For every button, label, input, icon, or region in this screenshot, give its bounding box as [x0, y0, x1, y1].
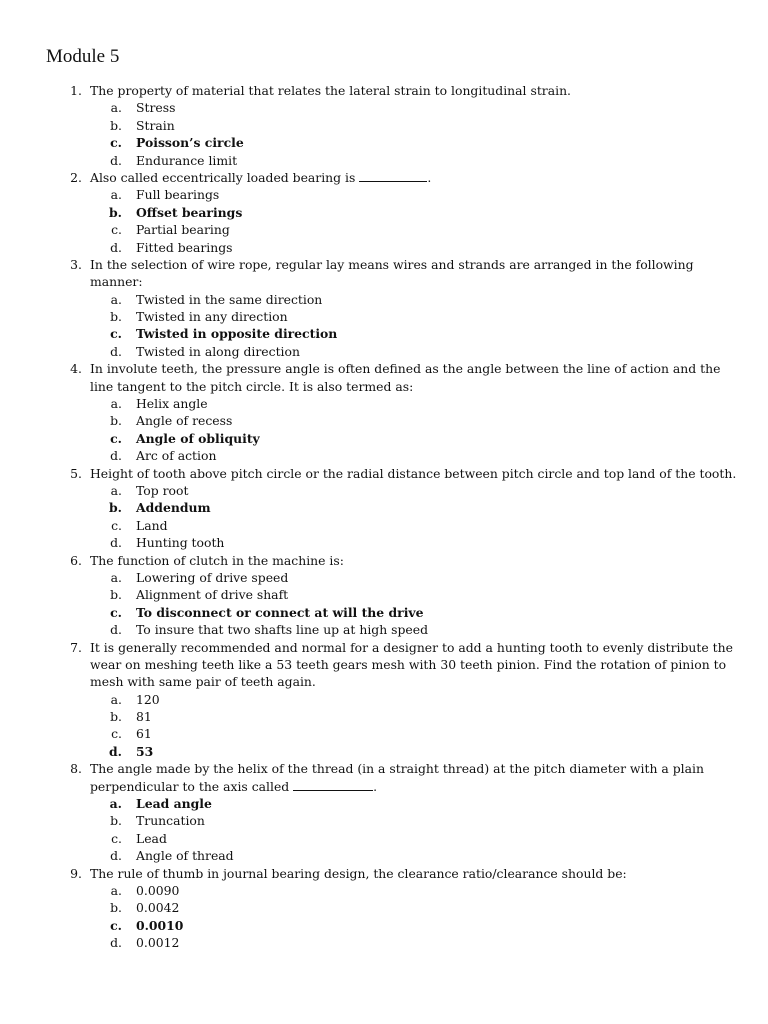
option-letter: a.	[110, 100, 122, 116]
option-text: Alignment of drive shaft	[136, 587, 289, 603]
answer-option	[0, 691, 768, 708]
question-number: 3.	[70, 256, 82, 272]
question-text: The property of material that relates the lateral strain to longitudinal strain.	[90, 83, 571, 98]
answer-option	[0, 482, 768, 499]
correct-answer-option	[0, 204, 768, 221]
answer-option	[0, 621, 768, 638]
question-7	[0, 639, 768, 761]
option-letter: b.	[110, 117, 122, 133]
option-text: Truncation	[136, 813, 205, 829]
question-text: Height of tooth above pitch circle or the radial distance between pitch circle and top land of the tooth.	[90, 465, 737, 481]
answer-option	[0, 152, 768, 169]
answer-option	[0, 239, 768, 256]
answer-option	[0, 708, 768, 725]
option-letter: c.	[110, 430, 122, 446]
question-stem	[0, 256, 768, 273]
question-text: line tangent to the pitch circle. It is also termed as:	[90, 378, 414, 394]
option-letter: a.	[109, 796, 122, 812]
question-list	[0, 82, 768, 952]
option-letter: b.	[110, 900, 122, 916]
option-text: Twisted in opposite direction	[136, 326, 338, 342]
answer-blank	[293, 778, 373, 791]
answer-option	[0, 534, 768, 551]
option-text: Offset bearings	[136, 204, 243, 220]
option-text: Twisted in along direction	[136, 343, 300, 359]
option-letter: c.	[110, 917, 122, 933]
option-text: Hunting tooth	[136, 535, 225, 551]
option-letter: d.	[110, 343, 122, 359]
question-text: In involute teeth, the pressure angle is often defined as the angle between the line of action and the	[90, 361, 721, 377]
correct-answer-option	[0, 743, 768, 760]
option-letter: b.	[110, 309, 122, 325]
option-text: 120	[136, 691, 160, 707]
option-text: Full bearings	[136, 187, 220, 203]
question-text: wear on meshing teeth like a 53 teeth gears mesh with 30 teeth pinion. Find the rotation of pinion to	[90, 656, 727, 672]
answer-option	[0, 899, 768, 916]
answer-option	[0, 830, 768, 847]
option-text: Twisted in any direction	[136, 309, 288, 325]
answer-option	[0, 343, 768, 360]
option-text: Lowering of drive speed	[136, 569, 289, 585]
question-9	[0, 865, 768, 952]
option-letter: d.	[110, 848, 122, 864]
correct-answer-option	[0, 604, 768, 621]
option-text: Land	[136, 517, 168, 533]
option-text: Angle of obliquity	[136, 430, 260, 446]
answer-option	[0, 517, 768, 534]
option-letter: c.	[111, 726, 122, 742]
option-letter: d.	[110, 535, 122, 551]
question-number: 1.	[70, 83, 82, 98]
answer-blank	[359, 169, 427, 182]
option-text: Lead angle	[136, 796, 212, 812]
question-stem	[0, 82, 768, 99]
option-text: Fitted bearings	[136, 239, 233, 255]
question-stem	[0, 865, 768, 882]
question-number: 7.	[70, 639, 82, 655]
correct-answer-option	[0, 134, 768, 151]
question-stem	[0, 552, 768, 569]
answer-option	[0, 221, 768, 238]
option-letter: d.	[110, 935, 122, 951]
option-letter: a.	[110, 396, 122, 412]
option-letter: a.	[110, 187, 122, 203]
question-number: 6.	[70, 552, 82, 568]
option-letter: b.	[110, 413, 122, 429]
question-text: In the selection of wire rope, regular lay means wires and strands are arranged in the following	[90, 256, 694, 272]
question-stem	[0, 760, 768, 777]
answer-option	[0, 586, 768, 603]
question-stem-continued	[0, 273, 768, 290]
question-stem	[0, 465, 768, 482]
question-stem-continued	[0, 656, 768, 673]
question-6	[0, 552, 768, 639]
question-8	[0, 760, 768, 864]
option-text: Endurance limit	[136, 152, 238, 168]
option-letter: c.	[111, 222, 122, 238]
question-stem-continued	[0, 378, 768, 395]
question-5	[0, 465, 768, 552]
option-text: Twisted in the same direction	[136, 291, 323, 307]
question-text: mesh with same pair of teeth again.	[90, 674, 316, 690]
option-letter: d.	[110, 239, 122, 255]
option-letter: a.	[110, 482, 122, 498]
answer-option	[0, 447, 768, 464]
option-letter: c.	[111, 830, 122, 846]
answer-option	[0, 847, 768, 864]
question-stem-continued	[0, 778, 768, 795]
question-4	[0, 360, 768, 464]
option-text: 53	[136, 743, 154, 759]
answer-option	[0, 882, 768, 899]
option-text: Stress	[136, 100, 176, 116]
question-text: perpendicular to the axis called .	[90, 778, 378, 794]
answer-option	[0, 99, 768, 116]
option-letter: a.	[110, 291, 122, 307]
option-text: Arc of action	[136, 448, 217, 464]
option-letter: b.	[109, 500, 122, 516]
answer-option	[0, 934, 768, 951]
question-text: The function of clutch in the machine is:	[90, 552, 344, 568]
option-letter: a.	[110, 569, 122, 585]
correct-answer-option	[0, 325, 768, 342]
option-text: Angle of thread	[136, 848, 234, 864]
option-text: Partial bearing	[136, 222, 230, 238]
option-letter: a.	[110, 882, 122, 898]
page-title: Module 5	[46, 46, 120, 67]
answer-option	[0, 395, 768, 412]
question-text: The angle made by the helix of the thread (in a straight thread) at the pitch diameter with a plain	[90, 761, 704, 777]
question-stem	[0, 639, 768, 656]
correct-answer-option	[0, 430, 768, 447]
option-text: 0.0012	[136, 935, 180, 951]
correct-answer-option	[0, 499, 768, 516]
question-text: manner:	[90, 274, 143, 290]
question-text: Also called eccentrically loaded bearing is .	[90, 169, 432, 185]
question-2	[0, 169, 768, 256]
option-letter: c.	[110, 604, 122, 620]
option-text: Angle of recess	[136, 413, 233, 429]
option-letter: d.	[110, 448, 122, 464]
option-text: Addendum	[136, 500, 211, 516]
answer-option	[0, 812, 768, 829]
option-text: Poisson’s circle	[136, 135, 244, 151]
question-number: 8.	[70, 761, 82, 777]
option-text: To insure that two shafts line up at high speed	[136, 622, 429, 638]
option-letter: b.	[110, 813, 122, 829]
answer-option	[0, 308, 768, 325]
question-1	[0, 82, 768, 169]
option-letter: b.	[109, 204, 122, 220]
option-text: 0.0090	[136, 882, 180, 898]
option-text: Helix angle	[136, 396, 208, 412]
option-letter: d.	[109, 743, 122, 759]
option-text: To disconnect or connect at will the drive	[136, 604, 424, 620]
option-text: 0.0042	[136, 900, 180, 916]
answer-option	[0, 412, 768, 429]
option-text: Strain	[136, 117, 175, 133]
answer-option	[0, 117, 768, 134]
option-text: 61	[136, 726, 152, 742]
option-letter: b.	[110, 709, 122, 725]
question-text: The rule of thumb in journal bearing design, the clearance ratio/clearance should be:	[90, 865, 627, 881]
correct-answer-option	[0, 917, 768, 934]
answer-option	[0, 291, 768, 308]
correct-answer-option	[0, 795, 768, 812]
answer-option	[0, 569, 768, 586]
option-letter: c.	[110, 135, 122, 151]
question-number: 4.	[70, 361, 82, 377]
option-text: Top root	[136, 482, 189, 498]
option-letter: c.	[111, 517, 122, 533]
question-stem	[0, 360, 768, 377]
question-number: 5.	[70, 465, 82, 481]
option-letter: c.	[110, 326, 122, 342]
answer-option	[0, 725, 768, 742]
option-letter: b.	[110, 587, 122, 603]
option-text: 81	[136, 709, 152, 725]
option-letter: d.	[110, 622, 122, 638]
option-letter: d.	[110, 152, 122, 168]
question-3	[0, 256, 768, 360]
option-text: 0.0010	[136, 917, 184, 933]
question-stem-continued	[0, 673, 768, 690]
question-text: It is generally recommended and normal for a designer to add a hunting tooth to evenly distribute the	[90, 639, 733, 655]
question-number: 2.	[70, 169, 82, 185]
question-number: 9.	[70, 865, 82, 881]
answer-option	[0, 186, 768, 203]
question-stem	[0, 169, 768, 186]
option-letter: a.	[110, 691, 122, 707]
option-text: Lead	[136, 830, 167, 846]
